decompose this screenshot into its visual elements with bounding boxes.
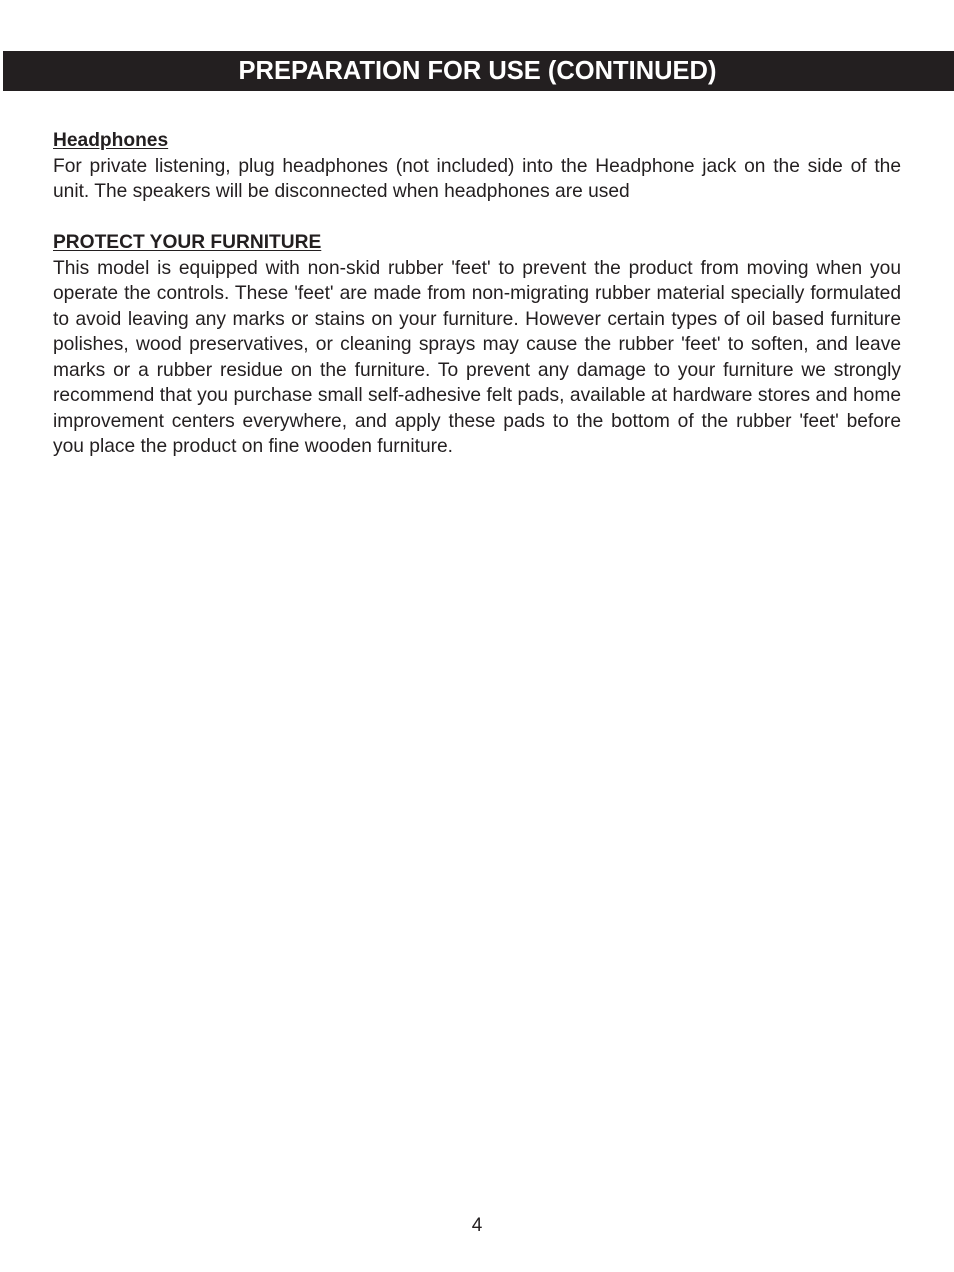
protect-furniture-heading: PROTECT YOUR FURNITURE [53,232,322,253]
headphones-heading: Headphones [53,130,169,151]
headphones-body: For private listening, plug headphones (not included) into the Headphone jack on the side of the unit. The speakers will be disconnected when headphones are used [53,155,901,202]
protect-furniture-body: This model is equipped with non-skid rubber 'feet' to prevent the product from moving when you operate the controls. These 'feet' are made from non-migrating rubber material specially formulated to avoid leaving any marks or stains on your furniture. However certain types of oil based furniture polishes, wood preservatives, or cleaning sprays may cause the rubber 'feet' to soften, and leave marks or a rubber residue on the furniture. To prevent any damage to your furniture we strongly recommend that you purchase small self-adhesive felt pads, available at hardware stores and home improvement centers everywhere, and apply these pads to the bottom of the rubber 'feet' before you place the product on fine wooden furniture. [53,257,901,457]
page-title: PREPARATION FOR USE (CONTINUED) [238,57,717,85]
section-spacer [53,205,901,231]
manual-content [53,128,901,460]
section-header-bar [3,51,954,91]
page-number: 4 [471,1215,483,1236]
headphones-section [53,128,901,205]
protect-furniture-section [53,230,901,460]
